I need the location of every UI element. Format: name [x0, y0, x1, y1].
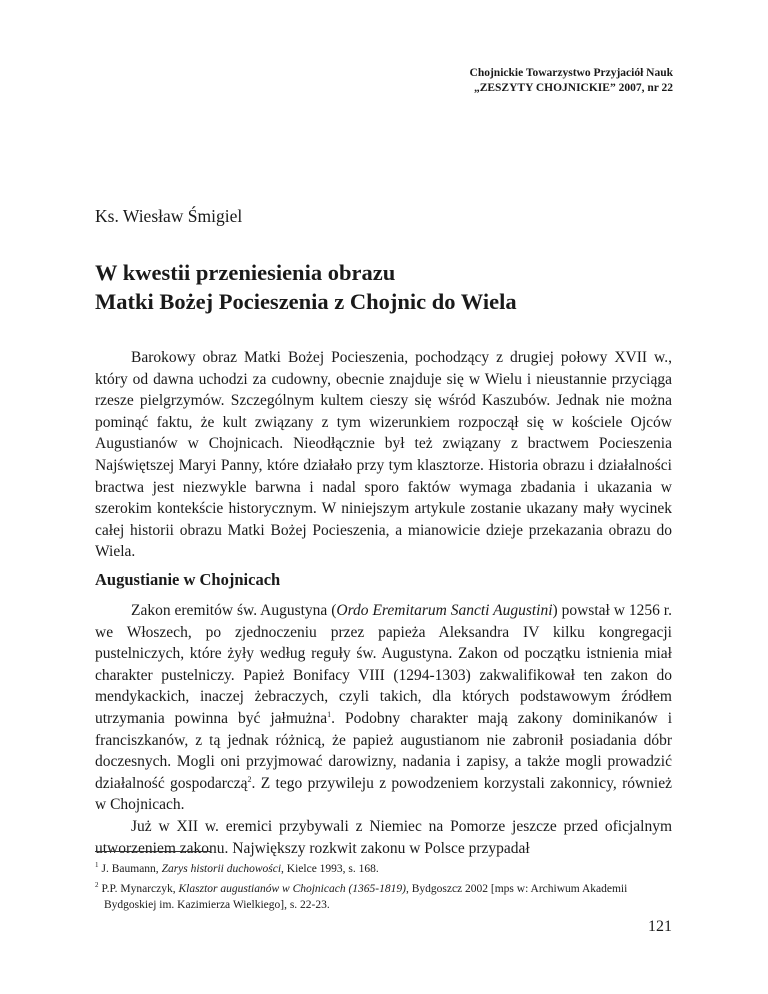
body-paragraph-2: Już w XII w. eremici przybywali z Niemiec na Pomorze jeszcze przed oficjalnym utworzeniem zakonu. Największy rozkwit zakonu w Polsce przypadał: [95, 817, 672, 857]
footnote-1: [95, 857, 672, 877]
footnote-text: , Bydgoszcz 2002 [mps w: Archiwum Akademii Bydgoskiej im. Kazimierza Wielkiego], s. 22-23.: [104, 882, 628, 911]
header-journal: „ZESZYTY CHOJNICKIE” 2007, nr 22: [473, 82, 673, 94]
title-line-1: W kwestii przeniesienia obrazu: [95, 260, 396, 285]
footnote-divider: [95, 851, 211, 852]
para1-text-a: Zakon eremitów św. Augustyna (: [131, 602, 337, 619]
footnote-book-title: Zarys historii duchowości: [161, 862, 282, 875]
title-line-2: Matki Bożej Pocieszenia z Chojnic do Wiela: [95, 289, 517, 314]
para1-text-d: . Z tego przywileju z powodzeniem korzystali zakonnicy, również w Chojnicach.: [95, 774, 672, 814]
footnote-text: , Kielce 1993, s. 168.: [281, 862, 379, 875]
footnote-2: [95, 877, 672, 913]
intro-section: [95, 347, 672, 563]
para1-text-c: . Podobny charakter mają zakony dominikanów i franciszkanów, z tą jednak różnicą, że papież augustianom nie zabronił posiadania dóbr doczesnych. Mogli oni przyjmować darowizny, nadania i zapisy, a także mogli prowadzić działalność gospodarczą: [95, 709, 672, 792]
footnote-book-title: Klasztor augustianów w Chojnicach (1365-1819): [178, 882, 406, 895]
footnotes: [95, 857, 672, 913]
footnote-number: 2: [95, 880, 99, 889]
footnote-text: J. Baumann,: [101, 862, 162, 875]
body-paragraph-1: [95, 600, 672, 816]
footnote-text: P.P. Mynarczyk,: [101, 882, 179, 895]
para1-latin-name: Ordo Eremitarum Sancti Augustini: [336, 602, 553, 619]
footnote-number: 1: [95, 861, 99, 869]
article-title: [95, 258, 685, 316]
page-number: 121: [648, 918, 672, 935]
author-name: Ks. Wiesław Śmigiel: [95, 206, 243, 226]
para1-text-b: ) powstał w 1256 r. we Włoszech, po zjednoczeniu przez papieża Aleksandra IV kilku kongregacji pustelniczych, które żyły według reguły św. Augustyna. Zakon od początku istnienia miał charakter pustelniczy. Papież Bonifacy VIII (1294-1303) zakwalifikował ten zakon do mendykackich, inaczej żebraczych, czyli takich, dla których podstawowym źródłem utrzymania powinna być jałmużna: [95, 602, 672, 727]
footnote-ref-2[interactable]: 2: [247, 774, 252, 784]
intro-paragraph: Barokowy obraz Matki Bożej Pocieszenia, pochodzący z drugiej połowy XVII w., który od dawna uchodzi za cudowny, obecnie znajduje się w Wielu i nieustannie przyciąga rzesze pielgrzymów. Szczególnym kultem cieszy się wśród Kaszubów. Jednak nie można pominąć faktu, że kult związany z tym wizerunkiem rozpoczął się w kościele Ojców Augustianów w Chojnicach. Nieodłącznie był też związany z bractwem Pocieszenia Najświętszej Maryi Panny, które działało przy tym klasztorze. Historia obrazu i działalności bractwa jest niezwykle barwna i nadal sporo faktów wymaga zbadania i ukazania w szerokim kontekście historycznym. W niniejszym artykule zostanie ukazany mały wycinek całej historii obrazu Matki Bożej Pocieszenia, a mianowicie dzieje przekazania obrazu do Wiela.: [95, 349, 672, 561]
footnote-ref-1[interactable]: 1: [327, 709, 332, 719]
section-body: [95, 600, 672, 859]
journal-header: [470, 66, 673, 96]
header-society: Chojnickie Towarzystwo Przyjaciół Nauk: [469, 67, 673, 79]
section-heading: Augustianie w Chojnicach: [95, 570, 281, 589]
